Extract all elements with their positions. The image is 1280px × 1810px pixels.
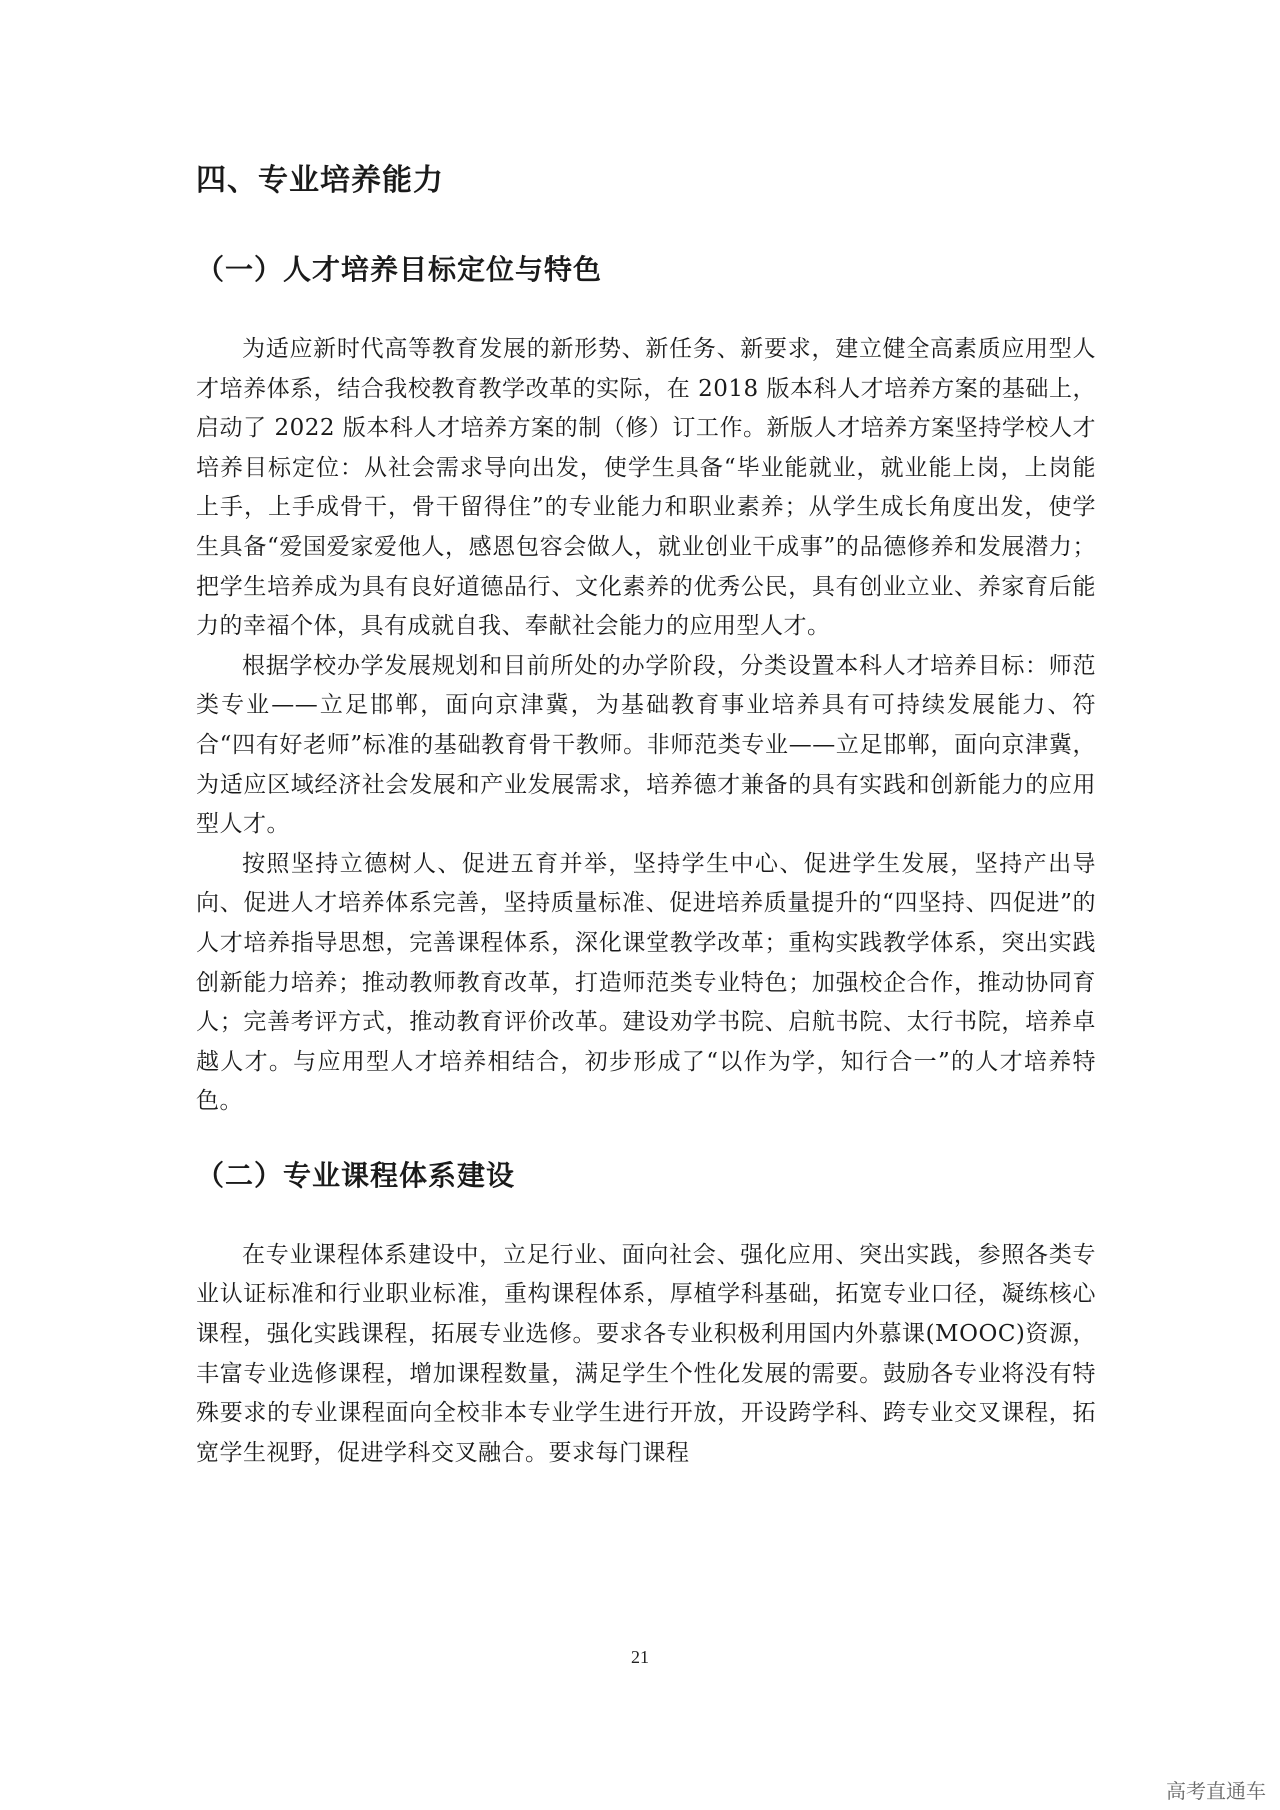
subsection-heading-2: （二）专业课程体系建设 — [196, 1158, 516, 1192]
watermark-text: 高考直通车 — [1166, 1779, 1266, 1803]
paragraph-3: 按照坚持立德树人、促进五育并举，坚持学生中心、促进学生发展，坚持产出导向、促进人才培养体系完善，坚持质量标准、促进培养质量提升的“四坚持、四促进”的人才培养指导思想，完善课程体系，深化课堂教学改革；重构实践教学体系，突出实践创新能力培养；推动教师教育改革，打造师范类专业特色；加强校企合作，推动协同育人；完善考评方式，推动教育评价改革。建设劝学书院、启航书院、太行书院，培养卓越人才。与应用型人才培养相结合，初步形成了“以作为学，知行合一”的人才培养特色。 — [196, 850, 1096, 1115]
paragraph-1: 为适应新时代高等教育发展的新形势、新任务、新要求，建立健全高素质应用型人才培养体系，结合我校教育教学改革的实际，在 2018 版本科人才培养方案的基础上，启动了 2022 版本科人才培养方案的制（修）订工作。新版人才培养方案坚持学校人才培养目标定位：从社会需求导向出发，使学生具备“毕业能就业，就业能上岗，上岗能上手，上手成骨干，骨干留得住”的专业能力和职业素养；从学生成长角度出发，使学生具备“爱国爱家爱他人，感恩包容会做人，就业创业干成事”的品德修养和发展潜力；把学生培养成为具有良好道德品行、文化素养的优秀公民，具有创业立业、养家育后能力的幸福个体，具有成就自我、奉献社会能力的应用型人才。 — [196, 336, 1096, 640]
section-heading: 四、专业培养能力 — [196, 163, 444, 198]
page-number: 21 — [631, 1647, 649, 1667]
paragraph-2: 根据学校办学发展规划和目前所处的办学阶段，分类设置本科人才培养目标：师范类专业——立足邯郸，面向京津冀，为基础教育事业培养具有可持续发展能力、符合“四有好老师”标准的基础教育骨干教师。非师范类专业——立足邯郸，面向京津冀，为适应区域经济社会发展和产业发展需求，培养德才兼备的具有实践和创新能力的应用型人才。 — [196, 652, 1096, 838]
page-content — [196, 160, 1096, 1473]
paragraph-4: 在专业课程体系建设中，立足行业、面向社会、强化应用、突出实践，参照各类专业认证标准和行业职业标准，重构课程体系，厚植学科基础，拓宽专业口径，凝练核心课程，强化实践课程，拓展专业选修。要求各专业积极利用国内外慕课(MOOC)资源，丰富专业选修课程，增加课程数量，满足学生个性化发展的需要。鼓励各专业将没有特殊要求的专业课程面向全校非本专业学生进行开放，开设跨学科、跨专业交叉课程，拓宽学生视野，促进学科交叉融合。要求每门课程 — [196, 1241, 1096, 1466]
subsection-heading-1: （一）人才培养目标定位与特色 — [196, 253, 603, 286]
